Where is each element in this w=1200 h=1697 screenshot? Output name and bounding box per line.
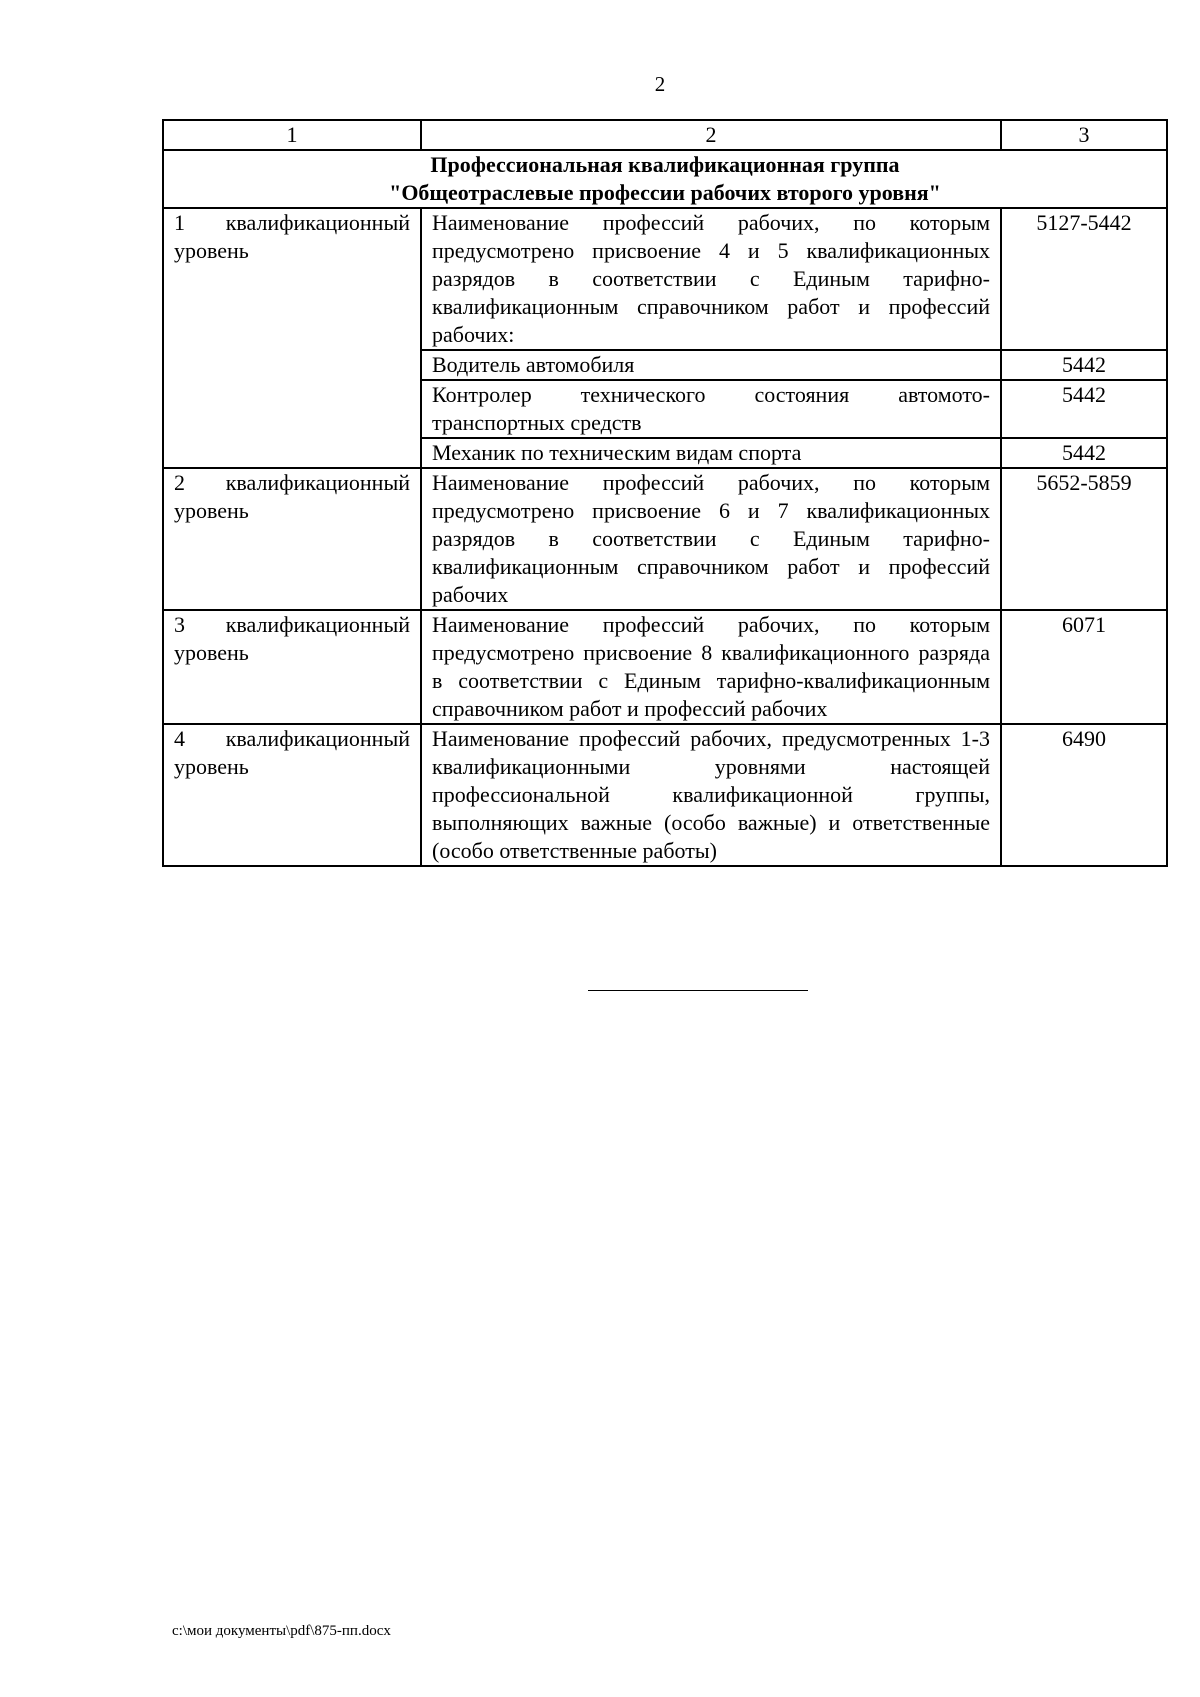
level-2-description: Наименование профессий рабочих, по которым предусмотрено присвоение 6 и 7 квалификационных разрядов в соответствии с Единым тарифно-квалификационным справочником работ и профессий рабочих bbox=[421, 468, 1001, 610]
column-number-3: 3 bbox=[1001, 120, 1167, 150]
level-1-cell: 1 квалификационный уровень bbox=[163, 208, 421, 468]
group-title-line-2: "Общеотраслевые профессии рабочих второго уровня" bbox=[389, 180, 941, 205]
page-number: 2 bbox=[654, 72, 666, 96]
level-4-description: Наименование профессий рабочих, предусмотренных 1-3 квалификационными уровнями настоящей профессиональной квалификационной группы, выполняющих важные (особо важные) и ответственные (особо ответственные работы) bbox=[421, 724, 1001, 866]
level-3-value: 6071 bbox=[1001, 610, 1167, 724]
table-row bbox=[163, 208, 1167, 350]
column-number-1: 1 bbox=[163, 120, 421, 150]
profession-driver-value: 5442 bbox=[1001, 350, 1167, 380]
end-of-document-rule bbox=[588, 990, 808, 991]
level-2-value: 5652-5859 bbox=[1001, 468, 1167, 610]
table-row bbox=[163, 610, 1167, 724]
table-row bbox=[163, 468, 1167, 610]
level-3-cell: 3 квалификационный уровень bbox=[163, 610, 421, 724]
level-1-description: Наименование профессий рабочих, по которым предусмотрено присвоение 4 и 5 квалификационных разрядов в соответствии с Единым тарифно-квалификационным справочником работ и профессий рабочих: bbox=[421, 208, 1001, 350]
group-title-line-1: Профессиональная квалификационная группа bbox=[430, 152, 900, 177]
level-2-cell: 2 квалификационный уровень bbox=[163, 468, 421, 610]
qualification-table bbox=[162, 119, 1168, 867]
profession-inspector-value: 5442 bbox=[1001, 380, 1167, 438]
level-1-value: 5127-5442 bbox=[1001, 208, 1167, 350]
profession-sport-mechanic: Механик по техническим видам спорта bbox=[421, 438, 1001, 468]
level-4-value: 6490 bbox=[1001, 724, 1167, 866]
column-number-row bbox=[163, 120, 1167, 150]
footer-file-path: c:\мои документы\pdf\875-пп.docx bbox=[172, 1623, 391, 1639]
profession-sport-mechanic-value: 5442 bbox=[1001, 438, 1167, 468]
profession-driver: Водитель автомобиля bbox=[421, 350, 1001, 380]
group-title-cell bbox=[163, 150, 1167, 208]
table-row bbox=[163, 724, 1167, 866]
group-title-row bbox=[163, 150, 1167, 208]
column-number-2: 2 bbox=[421, 120, 1001, 150]
level-3-description: Наименование профессий рабочих, по которым предусмотрено присвоение 8 квалификационного разряда в соответствии с Единым тарифно-квалификационным справочником работ и профессий рабочих bbox=[421, 610, 1001, 724]
level-4-cell: 4 квалификационный уровень bbox=[163, 724, 421, 866]
profession-inspector: Контролер технического состояния автомото-транспортных средств bbox=[421, 380, 1001, 438]
